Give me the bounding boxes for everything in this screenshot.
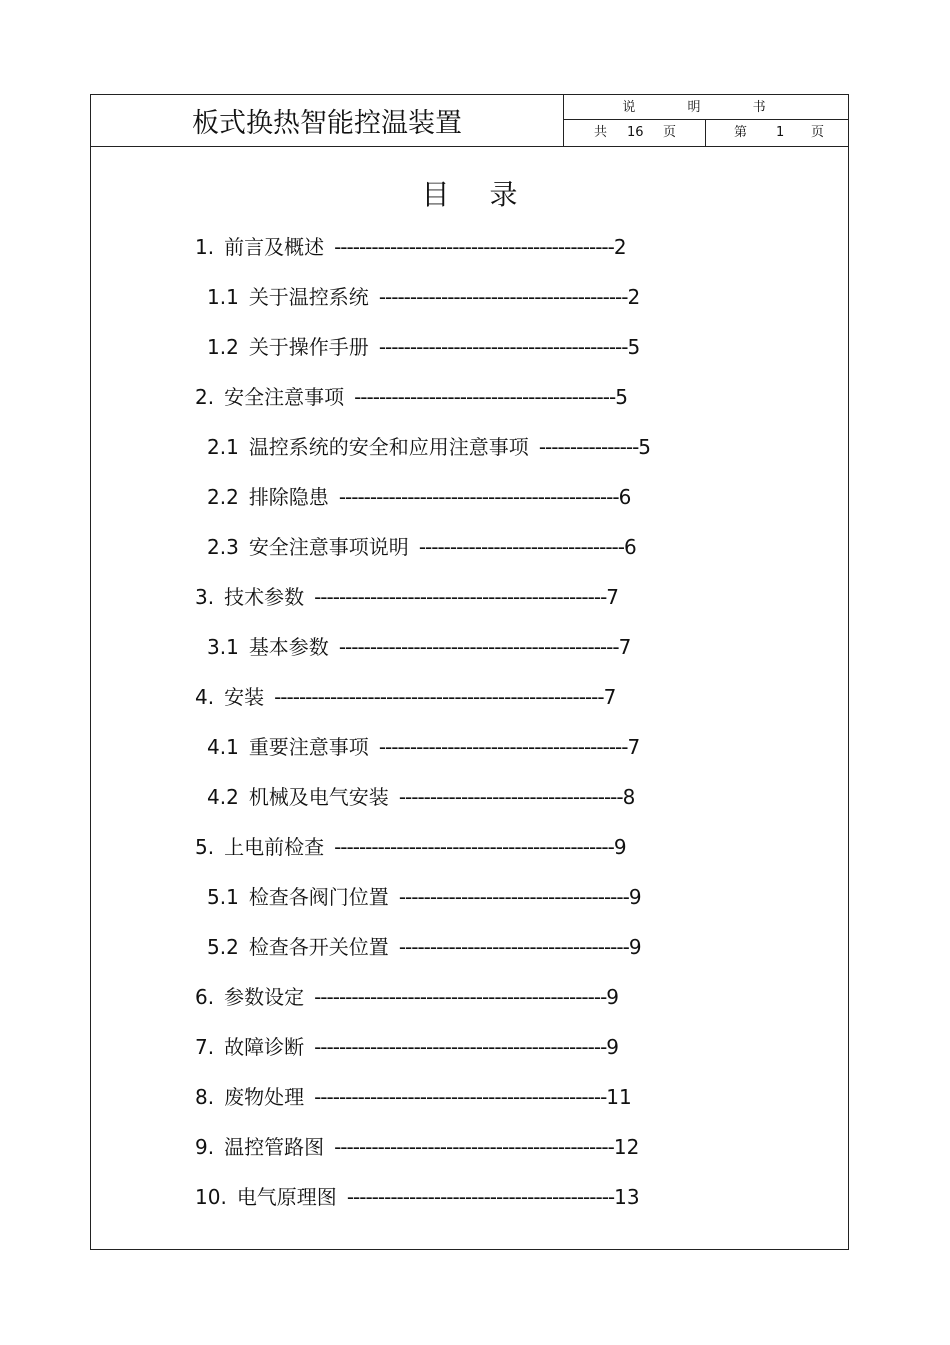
toc-entry-label: 检查各阀门位置	[248, 885, 389, 909]
total-pages-suffix: 页	[663, 125, 677, 140]
toc-entry-leader: ---------------------------------------------	[334, 1135, 614, 1159]
toc-entry-leader: ---------------------------------------------	[338, 635, 619, 659]
toc-entry-leader: ---------------------------------	[418, 535, 624, 559]
current-page-prefix: 第	[734, 125, 748, 140]
toc-entry	[207, 485, 631, 509]
toc-entry	[195, 235, 627, 259]
toc-entry-number: 3.1	[207, 635, 239, 659]
toc-entry-label: 关于操作手册	[248, 335, 369, 359]
total-pages-cell	[564, 120, 706, 146]
toc-entry	[195, 835, 627, 859]
toc-entry	[195, 585, 619, 609]
toc-entry-leader: ---------------------------------------------	[334, 235, 614, 259]
toc-entry-number: 4.1	[207, 735, 239, 759]
toc-entry	[207, 635, 631, 659]
toc-entry-number: 2.1	[207, 435, 239, 459]
document-header	[91, 95, 848, 147]
toc-entry-number: 1.1	[207, 285, 239, 309]
current-page-value: 1	[776, 125, 785, 140]
toc-entry-label: 技术参数	[224, 585, 305, 609]
toc-entry-number: 9.	[195, 1135, 215, 1159]
toc-entry-number: 5.1	[207, 885, 239, 909]
toc-entry-label: 故障诊断	[224, 1035, 305, 1059]
toc-entry	[195, 1035, 619, 1059]
document-meta	[564, 95, 848, 146]
total-pages-value: 16	[627, 125, 644, 140]
toc-entry-leader: -------------------------------------	[398, 885, 629, 909]
toc-entry-leader: -----------------------------------------------	[314, 585, 607, 609]
document-type: 说 明 书	[564, 95, 848, 120]
toc-entry	[195, 685, 616, 709]
page-info	[564, 120, 848, 146]
toc-entry	[207, 785, 635, 809]
toc-entry-number: 1.2	[207, 335, 239, 359]
toc-entry-page: 12	[613, 1135, 640, 1159]
toc-entry-number: 4.	[195, 685, 215, 709]
toc-entry-label: 电气原理图	[236, 1185, 337, 1209]
toc-entry-page: 5	[615, 385, 628, 409]
toc-entry-number: 10.	[195, 1185, 227, 1209]
toc-entry-page: 7	[606, 585, 620, 609]
toc-entry-label: 检查各开关位置	[248, 935, 389, 959]
toc-entry-page: 9	[606, 1035, 620, 1059]
toc-entry-leader: -----------------------------------------------	[314, 985, 607, 1009]
toc-entry-page: 2	[613, 235, 627, 259]
document-frame	[90, 94, 849, 1250]
toc-heading: 目录	[421, 178, 558, 211]
toc-entry-label: 关于温控系统	[248, 285, 369, 309]
toc-entry-number: 7.	[195, 1035, 215, 1059]
toc-entry-page: 5	[627, 335, 641, 359]
toc-entry-page: 7	[603, 685, 617, 709]
toc-entry-page: 9	[606, 985, 620, 1009]
toc-entry-label: 前言及概述	[224, 235, 325, 259]
current-page-cell	[706, 120, 848, 146]
toc-entry-number: 2.3	[207, 535, 239, 559]
toc-entry-number: 2.2	[207, 485, 239, 509]
toc-entry-leader: -------------------------------------	[398, 935, 629, 959]
toc-entry-leader: ------------------------------------	[398, 785, 623, 809]
toc-entry-number: 2.	[195, 385, 215, 409]
toc-entry-leader: -------------------------------------------	[346, 1185, 615, 1209]
toc-entry	[207, 335, 640, 359]
toc-entry-page: 9	[613, 835, 627, 859]
toc-entry	[207, 885, 642, 909]
toc-entry-label: 重要注意事项	[248, 735, 369, 759]
toc-entry-leader: ----------------------------------------	[378, 335, 628, 359]
toc-entry-leader: -----------------------------------------------	[314, 1085, 607, 1109]
toc-entry	[195, 385, 628, 409]
toc-entry-label: 温控管路图	[224, 1135, 325, 1159]
toc-entry-leader: ----------------	[538, 435, 639, 459]
toc-entry	[195, 985, 619, 1009]
document-title: 板式换热智能控温装置	[91, 95, 564, 146]
toc-entry-label: 废物处理	[224, 1085, 305, 1109]
toc-entry-page: 13	[614, 1185, 640, 1209]
toc-entry-number: 5.2	[207, 935, 239, 959]
toc-entry	[195, 1135, 639, 1159]
toc-entry	[195, 1085, 632, 1109]
toc-entry	[207, 285, 640, 309]
toc-entry-label: 机械及电气安装	[248, 785, 389, 809]
toc-entry-page: 7	[618, 635, 632, 659]
toc-entry-page: 9	[628, 935, 642, 959]
toc-entry-leader: ----------------------------------------	[378, 735, 628, 759]
toc-entry-page: 5	[638, 435, 652, 459]
toc-entry-leader: ------------------------------------------	[354, 385, 616, 409]
toc-entry	[207, 735, 640, 759]
toc-entry-page: 2	[627, 285, 641, 309]
toc-entry-leader: ----------------------------------------	[378, 285, 628, 309]
toc-entry-label: 安全注意事项说明	[248, 535, 409, 559]
toc-entry-label: 参数设定	[224, 985, 305, 1009]
toc-entry-leader: -----------------------------------------------	[314, 1035, 607, 1059]
toc-entry-leader: ---------------------------------------------	[338, 485, 619, 509]
toc-entry-page: 6	[623, 535, 637, 559]
toc-entry	[207, 435, 651, 459]
toc-entry-label: 温控系统的安全和应用注意事项	[248, 435, 529, 459]
toc-entry-page: 11	[606, 1085, 632, 1109]
toc-entry-number: 5.	[195, 835, 215, 859]
toc-entry-leader: ---------------------------------------------	[334, 835, 614, 859]
toc-entry-label: 排除隐患	[248, 485, 329, 509]
toc-entry-number: 6.	[195, 985, 215, 1009]
toc-entry-number: 4.2	[207, 785, 239, 809]
toc-entry-label: 安全注意事项	[224, 385, 345, 409]
toc-entry-page: 8	[622, 785, 636, 809]
toc-entry-number: 8.	[195, 1085, 215, 1109]
toc-entry	[195, 1185, 640, 1209]
toc-entry	[207, 535, 637, 559]
toc-entry-label: 上电前检查	[224, 835, 325, 859]
current-page-suffix: 页	[811, 125, 825, 140]
toc-entry-leader: -----------------------------------------------------	[274, 685, 604, 709]
total-pages-prefix: 共	[594, 125, 608, 140]
toc-entry-label: 基本参数	[248, 635, 329, 659]
toc-entry-number: 1.	[195, 235, 215, 259]
toc-entry-number: 3.	[195, 585, 215, 609]
toc-entry-page: 7	[627, 735, 641, 759]
toc-entry-page: 6	[618, 485, 632, 509]
toc-entry	[207, 935, 642, 959]
toc-entry-label: 安装	[224, 685, 265, 709]
toc-entry-page: 9	[628, 885, 642, 909]
